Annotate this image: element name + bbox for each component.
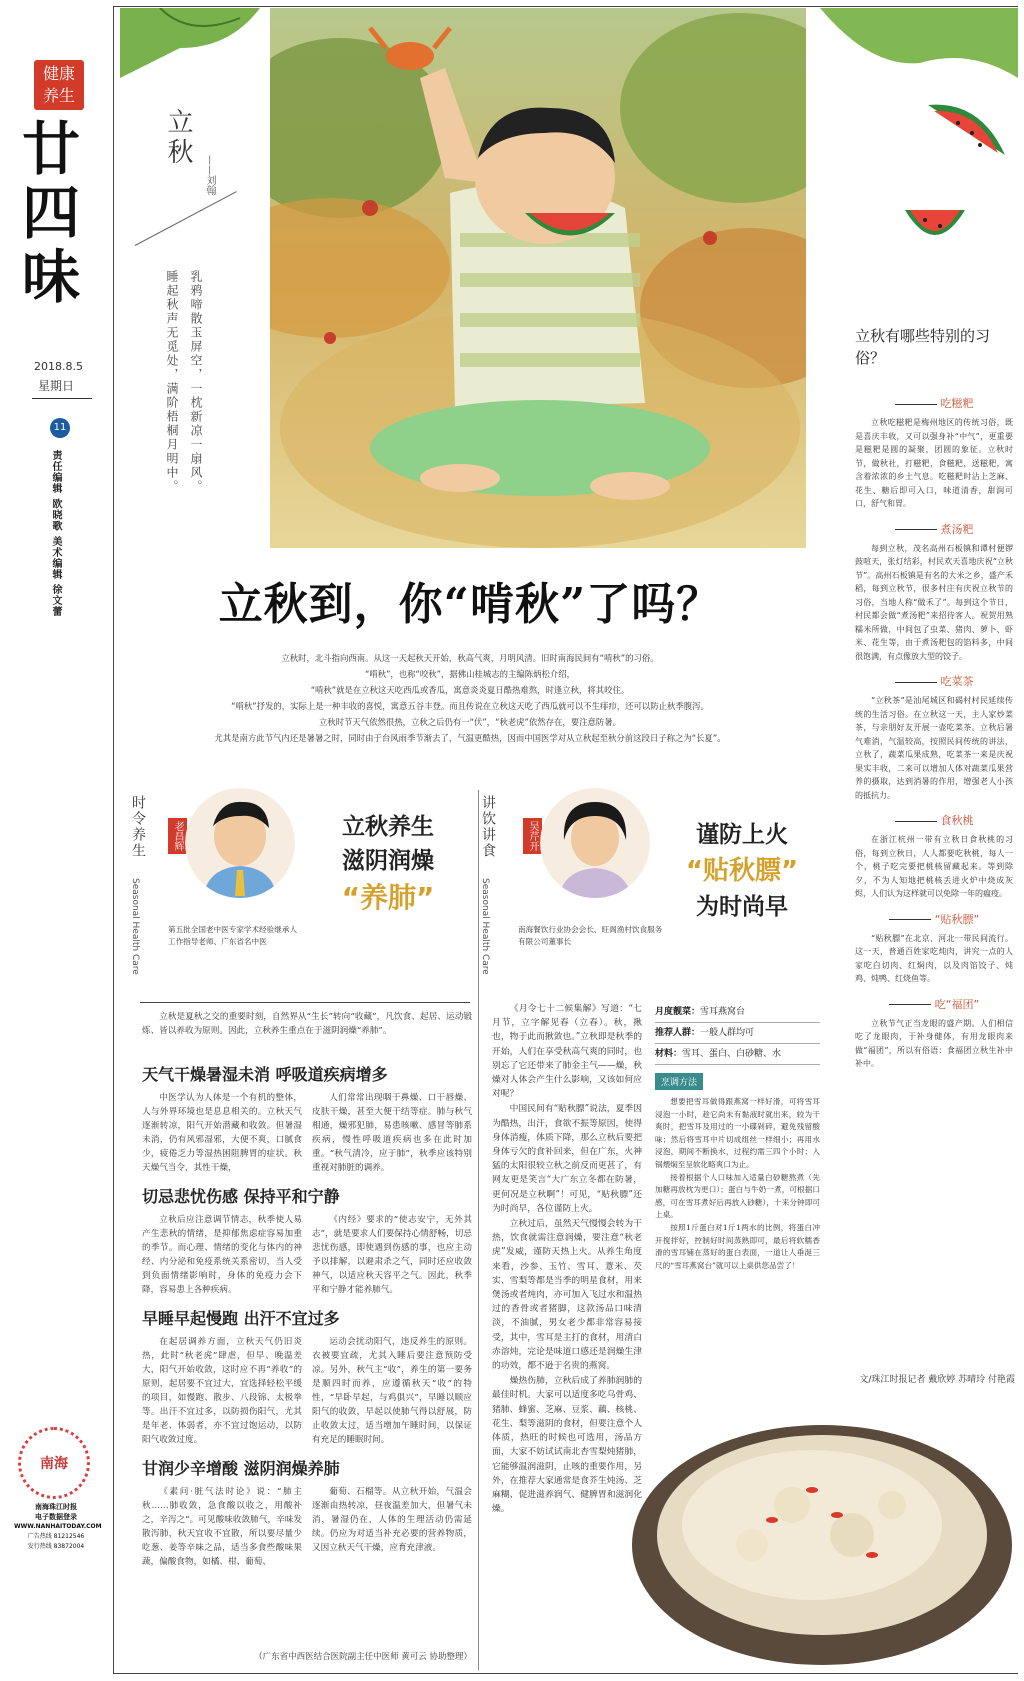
- recipe-method-label: 烹调方法: [655, 1073, 703, 1090]
- masthead: [0, 0, 100, 1681]
- poem-slash: [135, 191, 237, 246]
- recipe-audience-value: 一般人群均可: [700, 1028, 755, 1038]
- custom-heading: [855, 911, 1013, 927]
- qr-code: [18, 1427, 90, 1499]
- section-heading: 天气干燥暑湿未消 呼吸道疾病增多: [142, 1065, 388, 1084]
- illustration-boy-eating-watermelon: [270, 8, 806, 548]
- section-paragraph: 立秋后应注意调节情志，秋季使人易产生悲秋的情绪，是抑郁焦虑症容易加重的季节。而心理、情绪的变化与体内的神经、内分泌和免疫系统关系密切，当人受到负面情绪影响时，身体的免疫力会下降，容易患上各种疾病。: [142, 1215, 302, 1295]
- headline: 立秋到，你“啃秋”了吗？: [218, 579, 722, 630]
- intro-line: “啃秋”，也称“咬秋”，据佛山桂城志的主编陈炳松介绍，: [365, 669, 575, 679]
- editors: 责任编辑 欧晓歌 美术编辑 徐文蕾: [50, 450, 61, 618]
- left-person-avatar: [185, 788, 295, 898]
- left-title-3: “养肺”: [341, 881, 435, 914]
- section-title: 廿四味: [12, 118, 80, 310]
- issue-weekday: 星期日: [38, 379, 75, 393]
- right-person-name: 吴芹开: [523, 818, 542, 854]
- custom-item: [855, 812, 1013, 901]
- recipe-audience: [655, 1023, 820, 1044]
- left-footer-credit: （广东省中西医结合医院副主任中医师 黄可云 协助整理）: [254, 1652, 472, 1662]
- left-section: [142, 1306, 472, 1448]
- issue-tel: 发行热线 83872004: [27, 1543, 85, 1550]
- frame-top: [113, 6, 1018, 7]
- qr-caption: [14, 1502, 102, 1552]
- custom-heading-text: 吃菜茶: [940, 675, 974, 688]
- left-section: [142, 1062, 472, 1176]
- section-heading: 切忌悲忧伤感 保持平和宁静: [142, 1187, 340, 1206]
- custom-text: [855, 932, 1013, 986]
- site-url: WWW.NANHAITODAY.COM: [14, 1523, 102, 1530]
- section-paragraph: 运动会扰动阳气，违反养生的原则。衣被要宜疏，尤其入睡后要注意预防受凉。另外，秋气主“收”，养生的第一要务是顺四时而养，应遵循秋天“收”的特性，“早卧早起，与鸡俱兴”，早睡以顺应阳气的收敛，早起以使肺气得以舒展，防止收敛太过，适当增加午睡时间，以保证有充足的睡眠时间。: [312, 1337, 472, 1445]
- left-section: [142, 1456, 472, 1570]
- section-paragraph: 人们常常出现咽干鼻燥、口干唇燥、皮肤干燥，甚至大便干结等症。肺与秋气相通，燥邪犯肺，易患咳嗽、感冒等肺系疾病，慢性呼吸道疾病也多在此时加重。“秋气清冷，应于肺”，秋季应该特别重视对肺脏的调养。: [312, 1093, 472, 1173]
- section-paragraph: 在起居调养方面，立秋天气仍旧炎热，此时“秋老虎”肆虐，但早、晚温差大，阳气开始收敛，这时应不再“养收”的原则，起居要不宜过大，宜选择轻松平缓的项目，如慢跑、散步、八段锦、太极拳等。出汗不宜过多，以防损伤阳气，尤其是年老、体弱者，亦不宜过饱运动，以防阳气收敛过度。: [142, 1337, 302, 1445]
- intro-line: 立秋时，北斗指向西南。从这一天起秋天开始，秋高气爽，月明风清。旧时南海民间有“啃秋”的习俗。: [281, 653, 659, 663]
- right-title-3: 为时尚早: [696, 894, 788, 920]
- custom-heading: [855, 996, 1013, 1012]
- section-paragraph: 《内经》要求的“使志安宁，无外其志”，就是要求人们要保持心情舒畅，切忌悲忧伤感，即使遇到伤感的事，也应主动予以排解，以避肃杀之气，同时还应收敛神气，以适应秋天容平之气。因此，秋季平和宁静才能养肺气。: [312, 1215, 472, 1295]
- left-section: [142, 1184, 472, 1298]
- left-lead-rule: [140, 1002, 470, 1003]
- left-person-name: 老昌辉: [168, 818, 187, 854]
- recipe-month: [655, 1002, 820, 1023]
- right-paragraph: 立秋过后，虽然天气慢慢会转为干热，饮食就需注意润燥，要注意“秋老虎”发威，谨防天热上火。从养生角度来看，沙参、玉竹、雪耳、薏米、芡实、雪梨等都是当季的明星食材，用来煲汤或者炖肉，亦可加入飞过水和温热过的香骨或者猪脚，这款汤品口味清淡，不油腻，男女老少都非常容易接受，其中，雪耳是主打的食材，用清白赤溶炖，完论是味道口感还是润燥生津的功效，都不逊于名贵的燕窝。: [492, 1219, 642, 1372]
- left-sections: [142, 1062, 472, 1576]
- section-paragraph: 中医学认为人体是一个有机的整体，人与外界环境也是息息相关的。立秋天气逐渐转凉，阳气开始潜藏和收敛。但暑湿未消，仍有风邪湿邪，大便不爽，口腻食少，疲倦乏力等湿热困阻脾胃的症状。秋天燥气当令，其性干燥，: [142, 1093, 302, 1173]
- customs-list: [855, 395, 1013, 1077]
- right-title-2: “贴秋膘”: [685, 856, 799, 886]
- custom-heading-text: 吃糍粑: [940, 397, 974, 410]
- custom-item: [855, 996, 1013, 1071]
- badge-top: 健康: [42, 64, 75, 83]
- custom-paragraph: 立秋节气正当龙眼的盛产期。人们相信吃了龙眼肉，于补身健体，有用龙眼肉来做“福团”，所以有俗语：食福团立秋生补中补中。: [855, 1018, 1013, 1068]
- section-paragraph: 葡萄、石榴等。从立秋开始，气温会逐渐由热转凉，昼夜温差加大，但暑气未消，暑湿仍在，人体的生理活动仍需延续。仍应为对适当补充必要的营养物质，又因立秋天气干燥，应育充津液。: [312, 1487, 472, 1553]
- qr-caption-1: 南海珠江时报: [35, 1503, 77, 1511]
- custom-paragraph: “贴秋膘”在北京、河北一带民间流行。这一天，普通百姓家吃炖肉，讲究一点的人家吃白切肉、红焖肉，以及肉馅饺子、炖鸡、炖鸭、红烧鱼等。: [855, 933, 1013, 983]
- recipe-month-value: 雪耳燕窝台: [700, 1007, 746, 1017]
- frame-bottom: [113, 1673, 1018, 1674]
- issue-date: 2018.8.5: [34, 360, 83, 373]
- custom-item: [855, 673, 1013, 802]
- right-paragraph: 《月令七十二候集解》写道：“七月节，立字解见春（立春）。秋，揪也，物于此而揪敛也。”立秋即是秋季的开始，人们在享受秋高气爽的同时，也别忘了它还带来了肺金主气——燥，秋燥对人体会产生什么影响，又该如何应对呢？: [492, 1004, 642, 1100]
- recipe-ingredients: [655, 1044, 820, 1065]
- left-lead-text: 立秋是夏秋之交的重要时刻，自然界从“生长”转向“收藏”，凡饮食、起居、运动锻炼、皆以养收为原则。因此，立秋养生重点在于滋阴润燥“养肺”。: [142, 1012, 472, 1036]
- section-col: [312, 1091, 472, 1176]
- right-tag-en: Seasonal Health Care: [480, 878, 490, 975]
- custom-heading: [855, 673, 1013, 689]
- custom-heading-text: 食秋桃: [940, 814, 974, 827]
- right-tag: 讲饮讲食: [480, 795, 496, 859]
- recipe-month-label: 月度靓菜：: [655, 1007, 701, 1017]
- intro-line: “啃秋”就是在立秋这天吃西瓜或香瓜，寓意炎炎夏日酷热难熬，时逢立秋，将其咬住。: [310, 685, 630, 695]
- custom-item: [855, 911, 1013, 986]
- custom-heading: [855, 812, 1013, 828]
- custom-text: [855, 416, 1013, 511]
- custom-heading: [855, 521, 1013, 537]
- custom-heading-text: 煮汤粑: [940, 522, 974, 536]
- custom-text: [855, 694, 1013, 802]
- custom-paragraph: “立秋茶”是汕尾城区和碣村村民延续传统的生活习俗。在立秋这一天，主人家炒菜茶，与亲朋好友开展一壶吃菜茶。立秋后暑气难消，气温较高，按照民间传统的讲法，立秋了，蔬菜瓜果成熟，吃菜茶一来是庆祝果实丰收，二来可以增加人体对蔬菜瓜果营养的摄取，达到消暑的作用，增强老人小孩的抵抗力。: [855, 696, 1013, 800]
- left-person-desc: 第五批全国老中医专家学术经验继承人工作指导老师、广东省名中医: [168, 925, 298, 946]
- section-heading: 早睡早起慢跑 出汗不宜过多: [142, 1309, 340, 1328]
- custom-paragraph: 在浙江杭州一带有立秋日食秋桃的习俗，每到立秋日，人人都要吃秋桃，每人一个，桃子吃完要把桃核留藏起来。等到除夕，不为人知地把桃核丢进火炉中烧成灰烬，人们认为这样就可以免除一年的瘟疫。: [855, 835, 1013, 898]
- poem-line-2: 睡起秋声无觅处，满阶梧桐月明中。: [165, 270, 179, 494]
- custom-heading-text: “贴秋膘”: [934, 912, 980, 926]
- watermelon-icon: [920, 95, 1015, 190]
- recipe-method: [655, 1096, 820, 1272]
- section-body: [142, 1335, 472, 1448]
- custom-heading: [855, 395, 1013, 411]
- right-paragraph: 燥热伤肺，立秋后成了养肺润肺的最佳时机。大家可以适度多吃乌骨鸡、猪肺、蜂蜜、芝麻、豆浆、藕、核桃、花生、梨等滋阴的食材，但要注意个人体质，热旺的时候也可选用，汤品方面，大家不妨试试南北杏雪梨炖猪肺，它能够温润滋阴，止咳的重要作用，另外，在推荐大家通常是食芥生炖汤、芝麻糊、促进滋养润气、健脾胃和滋润化燥。: [492, 1376, 642, 1515]
- health-badge: [34, 60, 84, 110]
- section-body: [142, 1213, 472, 1298]
- section-col: [142, 1485, 302, 1570]
- left-tag: 时令养生: [130, 795, 146, 859]
- poem-author: ——刘翰: [204, 155, 215, 195]
- section-col: [312, 1485, 472, 1570]
- qr-caption-2: 电子数据登录: [35, 1513, 77, 1521]
- intro: [120, 650, 820, 746]
- section-paragraph: 《素问·脏气法时论》说：“肺主秋……肺收敛，急食酸以收之，用酸补之，辛泻之”。可见酸味收敛肺气，辛味发散泻肺，秋天宜收不宜散，所以要尽量少吃葱、姜等辛味之品，适当多食些酸味果蔬，偏酸食物，如橘、柑、葡萄、: [142, 1487, 302, 1567]
- qr-label: 南海: [40, 1456, 68, 1472]
- recipe-audience-label: 推荐人群：: [655, 1028, 701, 1038]
- section-col: [142, 1091, 302, 1176]
- recipe-step: 接着根据个人口味加入适量白砂糖熬煮（先加糖再放枕为更口）；蛋白与牛奶一煮，可根据口感，可在雪耳煮好后再放入砂糖），十来分钟即可上桌。: [655, 1172, 820, 1220]
- custom-text: [855, 1017, 1013, 1071]
- frame-left: [113, 6, 114, 1674]
- right-paragraph: 中国民间有“贴秋膘”说法，夏季因为酷热，出汗，食欲不振等原因，使得身体消瘦，体质下降，那么立秋后要把身体亏欠的食补回来，但在广东，火神猛的太阳很较立秋之前反而更甚了，有网友更是笑言“大广东立冬都在防暑，更何况是立秋啊”！可见，“贴秋膘”还为时尚早，各位谨防上火。: [492, 1104, 642, 1214]
- recipe-step: 按照1斤蛋白对1斤1两水的比例，将蛋白冲开搅拌好，控制好时间蒸熟即可，最后将软糯香滑的雪耳铺在蒸好的蛋白表面，一道让人垂涎三尺的“雪耳燕窝台”就可以上桌供您品尝了！: [655, 1222, 820, 1270]
- custom-item: [855, 521, 1013, 664]
- section-col: [312, 1213, 472, 1298]
- customs-title: 立秋有哪些特别的习俗？: [855, 327, 991, 367]
- leaf-decoration-right: [820, 8, 1018, 88]
- recipe-ingredients-value: 雪耳、蛋白、白砂糖、水: [682, 1049, 782, 1059]
- section-body: [142, 1485, 472, 1570]
- leaf-decoration-left: [120, 8, 260, 78]
- left-tag-en: Seasonal Health Care: [130, 878, 140, 975]
- left-article-title: [318, 810, 458, 918]
- right-person-avatar: [540, 788, 650, 898]
- custom-text: [855, 833, 1013, 901]
- right-person-desc: 南海餐饮行业协会会长、旺阁渔村饮食服务有限公司董事长: [518, 925, 663, 946]
- column-divider: [478, 790, 479, 1670]
- section-col: [312, 1335, 472, 1448]
- customs-byline: 文/珠江时报记者 戴欣婷 苏晴玲 付艳霞: [859, 1375, 1015, 1385]
- watermelon-icon-small: [900, 200, 970, 260]
- dessert-bowl-photo: [612, 1395, 1012, 1670]
- badge-bottom: 养生: [42, 86, 75, 105]
- custom-paragraph: 立秋吃糍粑是梅州地区的传统习俗，既是喜庆丰收，又可以强身补“中气”，更重要是糍粑是圆的凝聚，团圆的象征。立秋时节，做秋社，打糍粑，食糍粑，送糍粑，寓含着浓浓的乡土气息。吃糍粑时沾上芝麻、花生、糖后即可入口，味道清香，甜润可口，舒气和胃。: [855, 418, 1013, 508]
- recipe-box: [655, 1002, 820, 1272]
- custom-item: [855, 395, 1013, 511]
- ad-tel: 广告热线 81212546: [27, 1533, 85, 1540]
- right-article-title: [672, 818, 812, 924]
- intro-line: 尤其是南方此节气内还是暑暑之时，同时由于台风雨季节渐去了，气温更酷热，因而中国医学对从立秋起至秋分前这段日子称之为“长夏”。: [214, 733, 726, 743]
- intro-line: “啃秋”抒发的，实际上是一种丰收的喜悦，寓意五谷丰登。而且传说在立秋这天吃了西瓜就可以不生痱疖，还可以防止秋季腹泻。: [231, 701, 709, 711]
- poem-title: 立秋: [163, 108, 193, 168]
- intro-line: 立秋时节天气依然很热，立秋之后仍有一“伏”，“秋老虎”依然存在，要注意防暑。: [318, 717, 622, 727]
- right-title-1: 谨防上火: [696, 822, 788, 848]
- recipe-step: 想要把雪耳做得跟燕窝一样好滑，可将雪耳浸泡一小时，趁它尚未有黏液时就出来，较为干爽时，把雪耳及用过的一小碟剁碎，避免残留酸味；然后将雪耳中片切成组丝一样细小；再用水浸泡，期间不断换水，过程约需三四个小时；入锅煨焖至呈软化略爽口为止。: [655, 1097, 820, 1169]
- custom-text: [855, 542, 1013, 664]
- left-title-1: 立秋养生: [342, 814, 434, 840]
- section-body: [142, 1091, 472, 1176]
- left-title-2: 滋阴润燥: [342, 848, 434, 874]
- left-lead: [142, 1010, 472, 1039]
- section-col: [142, 1335, 302, 1448]
- recipe-ingredients-label: 材料：: [655, 1049, 683, 1059]
- divider: [32, 398, 92, 399]
- custom-heading-text: 吃“福团”: [934, 997, 980, 1011]
- page-number: 11: [50, 418, 70, 438]
- poem-line-1: 乳鸦啼散玉屏空，一枕新凉一扇风。: [189, 270, 203, 494]
- section-col: [142, 1213, 302, 1298]
- custom-paragraph: 每到立秋，茂名高州石板镇和谭村便锣鼓喧天，张灯结彩，村民欢天喜地庆祝“立秋节”。高州石板镇是有名的大米之乡，盛产禾稻，每到立秋节，很多村庄有庆祝立秋节的习俗，当地人称“做禾了”。每到这个节日，村民都会做“煮汤粑”来招待客人。祝贺用熟糯米所做，中间包了虫菜、猪肉、萝卜、虾米、花生等，由于煮汤粑包的馅料多，中间很饱满，有点像放大型的饺子。: [855, 543, 1013, 661]
- section-heading: 甘润少辛增酸 滋阴润燥养肺: [142, 1459, 340, 1478]
